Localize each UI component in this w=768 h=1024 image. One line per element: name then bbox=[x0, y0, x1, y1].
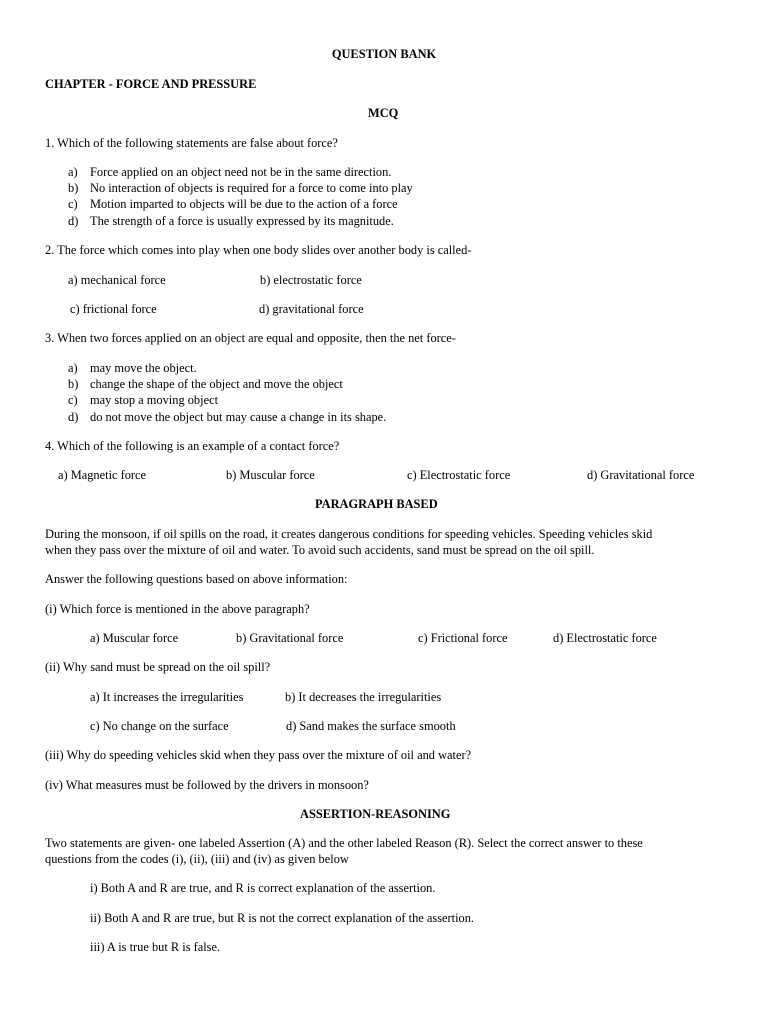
paragraph-heading: PARAGRAPH BASED bbox=[315, 497, 438, 511]
paragraph-question-1: (i) Which force is mentioned in the above paragraph? bbox=[45, 602, 310, 616]
option-text: change the shape of the object and move the object bbox=[90, 377, 343, 391]
option-text: b) Gravitational force bbox=[236, 631, 344, 645]
option-text: b) It decreases the irregularities bbox=[285, 690, 442, 704]
option-letter: a) bbox=[68, 361, 78, 375]
assertion-code: ii) Both A and R are true, but R is not the correct explanation of the assertion. bbox=[90, 911, 475, 925]
paragraph-question-3: (iii) Why do speeding vehicles skid when they pass over the mixture of oil and water? bbox=[45, 748, 472, 762]
option-text: d) Sand makes the surface smooth bbox=[286, 719, 456, 733]
chapter-title: CHAPTER - FORCE AND PRESSURE bbox=[45, 77, 257, 91]
option-text: d) gravitational force bbox=[259, 302, 364, 316]
assertion-heading: ASSERTION-REASONING bbox=[300, 807, 451, 821]
option-text: a) mechanical force bbox=[68, 273, 166, 287]
option-text: The strength of a force is usually expressed by its magnitude. bbox=[90, 214, 394, 228]
document-title: QUESTION BANK bbox=[331, 47, 437, 61]
option-text: may stop a moving object bbox=[90, 393, 219, 407]
assertion-code: i) Both A and R are true, and R is correct explanation of the assertion. bbox=[90, 881, 436, 895]
passage-line: During the monsoon, if oil spills on the road, it creates dangerous conditions for speeding vehicles. Speeding vehicles skid bbox=[45, 527, 653, 541]
option-text: Force applied on an object need not be in the same direction. bbox=[90, 165, 392, 179]
option-letter: c) bbox=[68, 393, 78, 407]
option-text: b) Muscular force bbox=[226, 468, 315, 482]
option-text: b) electrostatic force bbox=[260, 273, 362, 287]
mcq-question-1: 1. Which of the following statements are false about force? bbox=[45, 136, 338, 150]
option-text: No interaction of objects is required for a force to come into play bbox=[90, 181, 413, 195]
option-text: a) Muscular force bbox=[90, 631, 179, 645]
option-text: d) Electrostatic force bbox=[553, 631, 657, 645]
option-text: c) Frictional force bbox=[418, 631, 508, 645]
mcq-question-4: 4. Which of the following is an example of a contact force? bbox=[45, 439, 340, 453]
option-letter: a) bbox=[68, 165, 78, 179]
option-text: a) It increases the irregularities bbox=[90, 690, 244, 704]
passage-line: when they pass over the mixture of oil and water. To avoid such accidents, sand must be spread on the oil spill. bbox=[45, 543, 595, 557]
paragraph-question-2: (ii) Why sand must be spread on the oil spill? bbox=[45, 660, 271, 674]
option-letter: b) bbox=[68, 181, 79, 195]
assertion-intro-line: questions from the codes (i), (ii), (iii) and (iv) as given below bbox=[45, 852, 349, 866]
option-text: do not move the object but may cause a change in its shape. bbox=[90, 410, 387, 424]
option-text: c) Electrostatic force bbox=[407, 468, 511, 482]
mcq-question-3: 3. When two forces applied on an object are equal and opposite, then the net force- bbox=[45, 331, 456, 345]
option-text: a) Magnetic force bbox=[58, 468, 147, 482]
mcq-question-2: 2. The force which comes into play when one body slides over another body is called- bbox=[45, 243, 472, 257]
option-text: c) No change on the surface bbox=[90, 719, 229, 733]
option-text: Motion imparted to objects will be due to the action of a force bbox=[90, 197, 398, 211]
option-text: may move the object. bbox=[90, 361, 197, 375]
assertion-intro-line: Two statements are given- one labeled Assertion (A) and the other labeled Reason (R). Select the correct answer to these bbox=[45, 836, 643, 850]
assertion-code: iii) A is true but R is false. bbox=[90, 940, 221, 954]
mcq-heading: MCQ bbox=[368, 106, 399, 120]
paragraph-question-4: (iv) What measures must be followed by the drivers in monsoon? bbox=[45, 778, 369, 792]
option-letter: d) bbox=[68, 410, 79, 424]
instruction-text: Answer the following questions based on above information: bbox=[45, 572, 348, 586]
option-letter: d) bbox=[68, 214, 79, 228]
option-text: d) Gravitational force bbox=[587, 468, 695, 482]
option-letter: c) bbox=[68, 197, 78, 211]
option-letter: b) bbox=[68, 377, 79, 391]
option-text: c) frictional force bbox=[70, 302, 157, 316]
